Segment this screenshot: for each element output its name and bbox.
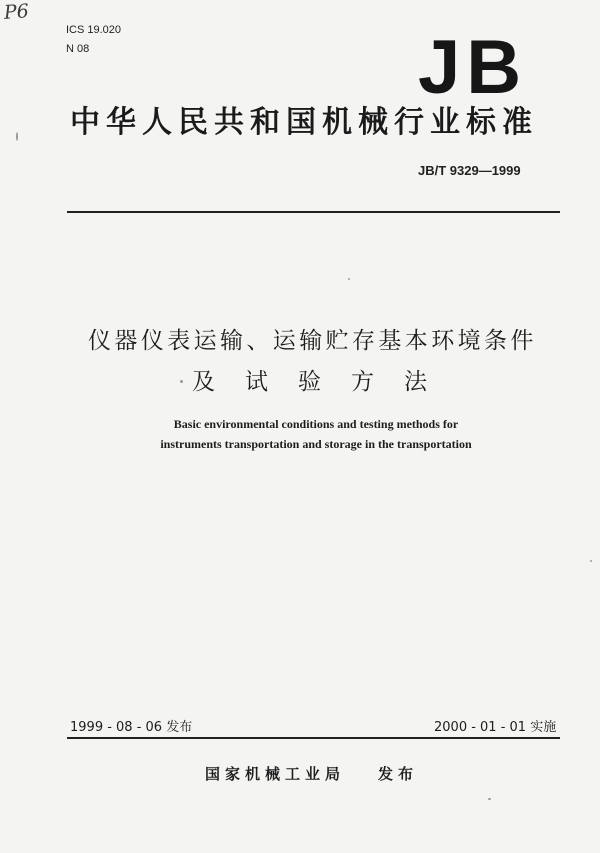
scan-speck <box>590 560 592 562</box>
ccs-code: N 08 <box>66 43 90 55</box>
issuing-authority: 国家机械工业局 <box>205 765 346 783</box>
chinese-title-line-1: 仪器仪表运输、运输贮存基本环境条件 <box>88 328 537 354</box>
english-title-line-2: instruments transportation and storage in the transportation <box>160 437 472 451</box>
standard-number: JB/T 9329—1999 <box>418 163 521 178</box>
jb-logo: JB <box>418 25 528 110</box>
header-divider <box>67 211 560 213</box>
scan-speck <box>348 278 350 280</box>
handwritten-page-note: P6 <box>3 0 30 24</box>
ics-code: ICS 19.020 <box>66 24 122 36</box>
scan-speck <box>180 380 183 383</box>
chinese-title-line-2: 及试验方法 <box>192 369 457 395</box>
implementation-date: 2000 - 01 - 01 实施 <box>434 720 557 735</box>
scan-speck <box>16 132 18 141</box>
scan-speck <box>488 798 491 800</box>
footer-divider <box>67 737 560 739</box>
english-title-line-1: Basic environmental conditions and testing methods for <box>173 417 459 431</box>
standard-category-title: 中华人民共和国机械行业标准 <box>70 105 538 140</box>
issuing-action: 发布 <box>378 765 419 783</box>
issue-date: 1999 - 08 - 06 发布 <box>70 720 193 735</box>
